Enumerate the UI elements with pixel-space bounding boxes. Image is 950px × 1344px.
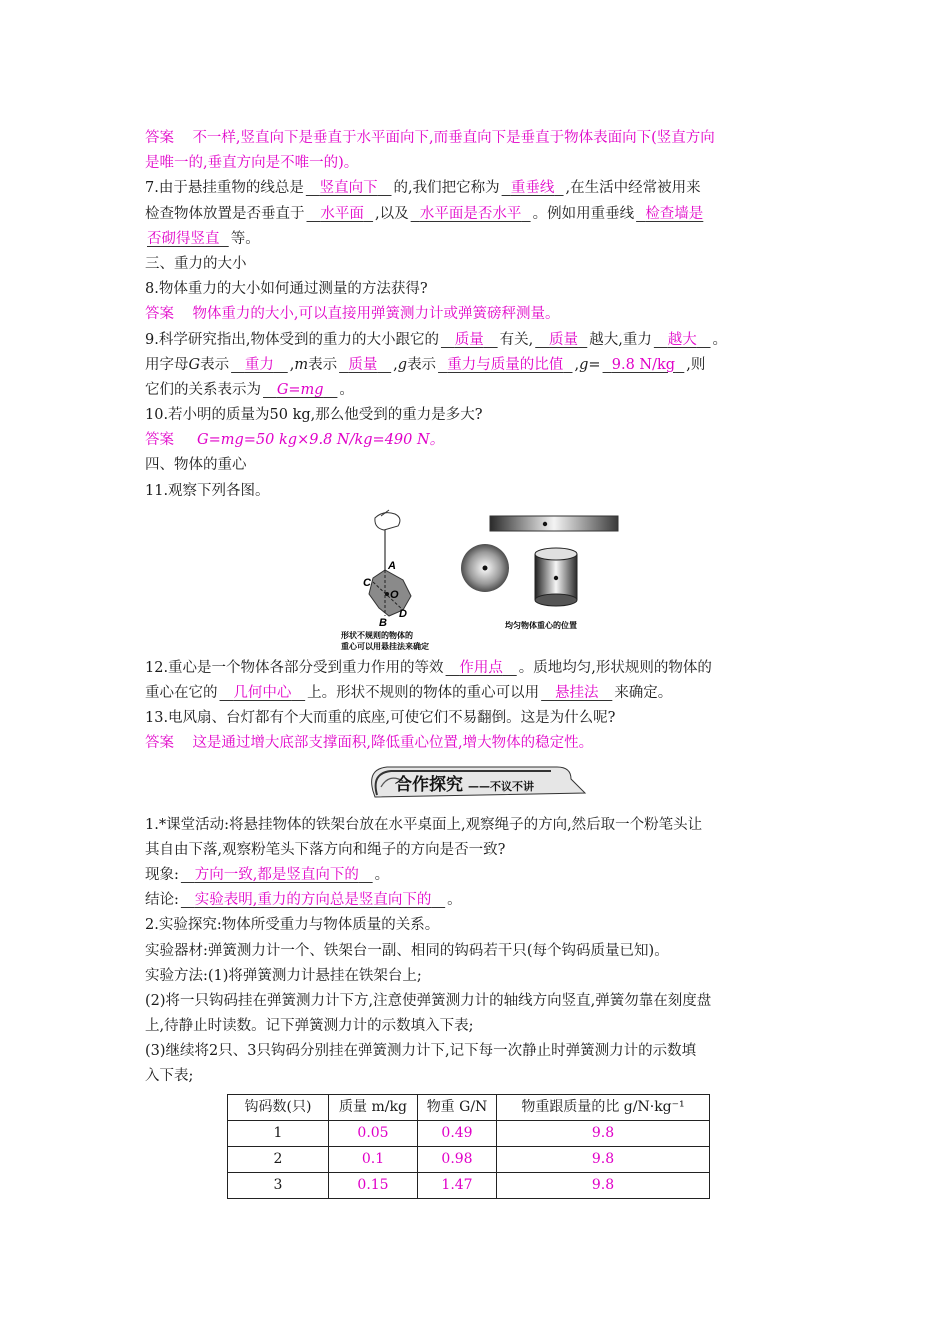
blank-text: 重力 [244, 356, 274, 373]
experiment-step: 上,待静止时读数。记下弹簧测力计的示数填入下表; [145, 1018, 474, 1035]
question-9 [145, 328, 810, 353]
question-text: 检查物体放置是否垂直于 [145, 205, 305, 222]
question-10: 10.若小明的质量为50 kg,那么他受到的重力是多大? [145, 407, 483, 424]
blank-answer [652, 332, 713, 348]
banner-subtitle: ——不议不讲 [468, 779, 534, 793]
blank-answer [444, 660, 519, 676]
label-o: O [390, 588, 399, 601]
blank-answer [337, 357, 393, 373]
question-11: 11.观察下列各图。 [145, 482, 270, 499]
question-text: 。 [712, 331, 728, 348]
blank-text: 质量 [348, 356, 378, 373]
question-text: ,在生活中经常被用来 [565, 180, 701, 197]
center-point [483, 565, 488, 570]
question-text: 表示 [200, 356, 230, 373]
blank-answer [261, 382, 339, 398]
blank-answer [500, 180, 566, 196]
table-cell: 2 [228, 1147, 329, 1173]
question-9-cont [145, 378, 810, 403]
experiment-step: 入下表; [145, 1068, 194, 1085]
symbol: G [188, 356, 201, 373]
blank-answer [634, 206, 705, 222]
table-cell: 9.8 [497, 1173, 710, 1199]
blank-answer [304, 180, 394, 196]
label-d: D [399, 607, 407, 620]
blank-text: 重力与质量的比值 [447, 356, 564, 373]
label-c: C [363, 576, 371, 589]
banner-title: 合作探究 [395, 774, 463, 795]
section-heading: 四、物体的重心 [145, 457, 247, 474]
answer-text: 物体重力的大小,可以直接用弹簧测力计或弹簧磅秤测量。 [192, 306, 560, 323]
question-text: 。 [374, 866, 390, 883]
table-header: 物重跟质量的比 g/N·kg⁻¹ [497, 1094, 710, 1120]
table-cell: 0.1 [329, 1147, 418, 1173]
question-12-cont [145, 681, 810, 706]
answer-text: 是唯一的,垂直方向是不唯一的)。 [145, 155, 359, 172]
figure-svg [145, 508, 810, 654]
phenomenon-line [145, 863, 810, 888]
blank-text: 作用点 [459, 659, 503, 676]
answer-line [145, 151, 810, 176]
experiment-step: (3)继续将2只、3只钩码分别挂在弹簧测力计下,记下每一次静止时弹簧测力计的示数填 [145, 1043, 697, 1060]
table-cell: 0.98 [418, 1147, 497, 1173]
experiment-materials: 实验器材:弹簧测力计一个、铁架台一副、相同的钩码若干只(每个钩码质量已知)。 [145, 942, 669, 959]
question-text: 结论: [145, 892, 179, 909]
question-8: 8.物体重力的大小如何通过测量的方法获得? [145, 281, 428, 298]
table-row [228, 1147, 710, 1173]
question-12 [145, 656, 810, 681]
answer-text: 不一样,竖直向下是垂直于水平面向下,而垂直向下是垂直于物体表面向下(竖直方向 [192, 130, 715, 146]
table-cell: 9.8 [497, 1120, 710, 1146]
table-cell: 0.05 [329, 1120, 418, 1146]
blank-text: 几何中心 [233, 685, 292, 701]
worksheet-page [145, 126, 810, 1199]
blank-answer [179, 892, 447, 908]
table-header: 钩码数(只) [228, 1094, 329, 1120]
activity-1: 1.*课堂活动:将悬挂物体的铁架台放在水平桌面上,观察绳子的方向,然后取一个粉笔头让 [145, 816, 703, 833]
table-cell: 1.47 [418, 1173, 497, 1199]
data-table [227, 1094, 710, 1200]
answer-line [145, 428, 810, 453]
table-row [228, 1173, 710, 1199]
answer-label: 答案 [145, 130, 174, 146]
blank-answer [601, 357, 687, 373]
blank-answer [218, 685, 308, 701]
blank-text: 质量 [454, 331, 484, 348]
table-cell: 3 [228, 1173, 329, 1199]
question-text: 表示 [308, 356, 338, 373]
blank-text: 重垂线 [510, 180, 555, 197]
question-text: 。 [447, 892, 462, 909]
question-9-cont: 用字母G表示 重力 ,m表示 质量 ,g表示 重力与质量的比值 ,g= 9.8 N/kg ,则 [145, 356, 706, 373]
question-text: 它们的关系表示为 [145, 381, 261, 398]
blank-answer [439, 332, 500, 348]
symbol: g [397, 356, 408, 373]
table-header-row [228, 1094, 710, 1120]
blank-text: 越大 [667, 331, 697, 348]
blank-answer [229, 357, 290, 373]
symbol: g= [579, 356, 601, 373]
question-7-cont [145, 202, 810, 227]
blank-text: 检查墙是 [645, 205, 704, 222]
answer-line [145, 126, 810, 151]
blank-answer [409, 206, 533, 222]
question-text: 9.科学研究指出,物体受到的重力的大小跟它的 [145, 331, 439, 348]
question-text: ,以及 [375, 205, 409, 222]
symbol: m [294, 356, 309, 373]
question-text: ,则 [686, 356, 706, 373]
blank-text: 质量 [549, 331, 579, 348]
label-b: B [379, 616, 387, 629]
question-text: 。例如用重垂线 [532, 205, 635, 222]
experiment-method: 实验方法:(1)将弹簧测力计悬挂在铁架台上; [145, 967, 422, 984]
blank-text: 竖直向下 [319, 180, 378, 197]
answer-text: 这是通过增大底部支撑面积,降低重心位置,增大物体的稳定性。 [192, 735, 594, 752]
answer-line [145, 302, 810, 327]
figure-caption: 形状不规则的物体的 [341, 630, 413, 640]
section-heading: 三、重力的大小 [145, 255, 247, 272]
uniform-bar [490, 516, 618, 531]
answer-label: 答案 [145, 735, 174, 752]
question-text: 。 [339, 381, 354, 398]
table-cell: 1 [228, 1120, 329, 1146]
blank-text: 9.8 N/kg [611, 356, 676, 373]
center-point [543, 522, 547, 526]
answer-label: 答案 [145, 306, 174, 323]
blank-text: 否砌得竖直 [147, 230, 220, 247]
section-banner [145, 763, 810, 803]
table-header: 物重 G/N [418, 1094, 497, 1120]
blank-answer [533, 332, 589, 348]
blank-text: 水平面是否水平 [419, 205, 522, 222]
blank-text: 悬挂法 [554, 685, 599, 701]
blank-answer [305, 206, 376, 222]
answer-label: 答案 [145, 432, 174, 449]
activity-1-cont: 其自由下落,观察粉笔头下落方向和绳子的方向是否一致? [145, 841, 506, 858]
table-header: 质量 m/kg [329, 1094, 418, 1120]
center-point [554, 576, 558, 580]
question-7 [145, 176, 810, 201]
blank-answer [539, 685, 614, 701]
center-point [385, 592, 389, 596]
table-cell: 9.8 [497, 1147, 710, 1173]
question-text: 现象: [145, 866, 179, 883]
question-text: 12.重心是一个物体各部分受到重力作用的等效 [145, 659, 444, 676]
experiment-step: (2)将一只钩码挂在弹簧测力计下方,注意使弹簧测力计的轴线方向竖直,弹簧勿靠在刻度盘 [145, 992, 712, 1009]
blank-answer [436, 357, 574, 373]
question-text: 7.由于悬挂重物的线总是 [145, 180, 304, 197]
label-a: A [388, 559, 396, 572]
question-text: 用字母 [145, 356, 189, 373]
table-cell: 0.15 [329, 1173, 418, 1199]
blank-answer [179, 867, 375, 883]
question-text: 。质地均匀,形状规则的物体的 [518, 659, 712, 676]
banner-svg [145, 763, 810, 803]
figure-caption: 均匀物体重心的位置 [505, 620, 577, 630]
question-text: 等。 [230, 230, 260, 247]
blank-text: G=mg [276, 381, 324, 398]
question-text: 表示 [407, 356, 437, 373]
hand-icon [375, 510, 400, 530]
question-text: 重心在它的 [145, 685, 218, 701]
table-cell: 0.49 [418, 1120, 497, 1146]
question-text: 的,我们把它称为 [393, 180, 500, 197]
center-of-gravity-figure [145, 508, 810, 654]
answer-text: G=mg=50 kg×9.8 N/kg=490 N。 [197, 432, 445, 449]
conclusion-line [145, 888, 810, 913]
table-row [228, 1120, 710, 1146]
question-text: 上。形状不规则的物体的重心可以用 [307, 685, 540, 701]
question-7-cont [145, 227, 810, 252]
answer-line [145, 731, 810, 756]
question-text: 有关, [499, 331, 534, 348]
question-text: 来确定。 [614, 685, 673, 701]
blank-text: 实验表明,重力的方向总是竖直向下的 [194, 892, 432, 909]
blank-text: 方向一致,都是竖直向下的 [194, 866, 359, 883]
question-text: 越大,重力 [589, 331, 652, 348]
figure-caption: 重心可以用悬挂法来确定 [341, 641, 429, 651]
experiment-2: 2.实验探究:物体所受重力与物体质量的关系。 [145, 917, 440, 934]
question-13: 13.电风扇、台灯都有个大而重的底座,可使它们不易翻倒。这是为什么呢? [145, 710, 616, 727]
blank-text: 水平面 [320, 205, 364, 222]
blank-answer [145, 231, 231, 247]
